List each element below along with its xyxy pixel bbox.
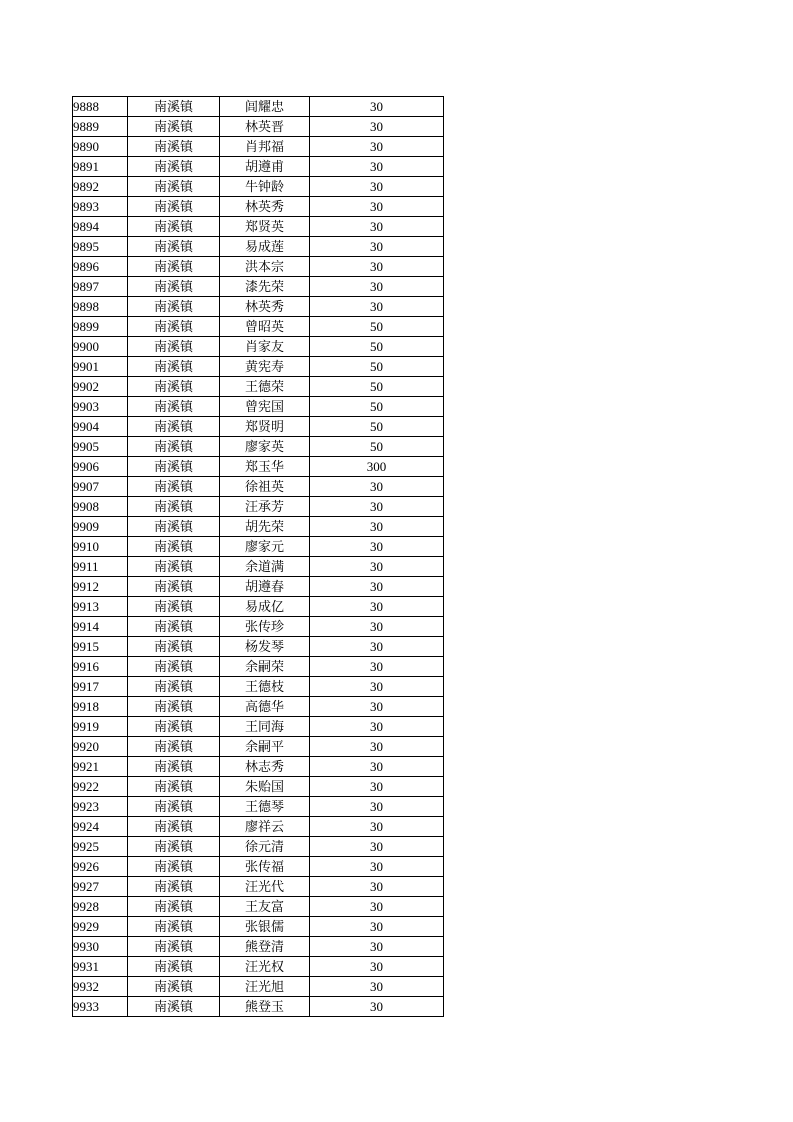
town-cell: 南溪镇	[128, 397, 220, 417]
row-number-cell: 9901	[73, 357, 128, 377]
row-number-cell: 9930	[73, 937, 128, 957]
person-name-cell: 张传珍	[220, 617, 310, 637]
row-number-cell: 9914	[73, 617, 128, 637]
row-number-cell: 9898	[73, 297, 128, 317]
amount-cell: 50	[310, 317, 444, 337]
amount-cell: 30	[310, 257, 444, 277]
person-name-cell: 廖家英	[220, 437, 310, 457]
table-row	[73, 297, 444, 317]
town-cell: 南溪镇	[128, 377, 220, 397]
person-name-cell: 林英晋	[220, 117, 310, 137]
person-name-cell: 肖家友	[220, 337, 310, 357]
table-row	[73, 757, 444, 777]
amount-cell: 50	[310, 377, 444, 397]
row-number-cell: 9889	[73, 117, 128, 137]
amount-cell: 30	[310, 697, 444, 717]
person-name-cell: 胡先荣	[220, 517, 310, 537]
person-name-cell: 熊登清	[220, 937, 310, 957]
table-row	[73, 257, 444, 277]
amount-cell: 30	[310, 957, 444, 977]
amount-cell: 30	[310, 157, 444, 177]
table-row	[73, 817, 444, 837]
row-number-cell: 9897	[73, 277, 128, 297]
row-number-cell: 9910	[73, 537, 128, 557]
town-cell: 南溪镇	[128, 637, 220, 657]
town-cell: 南溪镇	[128, 977, 220, 997]
row-number-cell: 9902	[73, 377, 128, 397]
town-cell: 南溪镇	[128, 517, 220, 537]
amount-cell: 50	[310, 337, 444, 357]
person-name-cell: 胡遵甫	[220, 157, 310, 177]
table-row	[73, 897, 444, 917]
person-name-cell: 张传福	[220, 857, 310, 877]
person-name-cell: 曾宪国	[220, 397, 310, 417]
amount-cell: 30	[310, 997, 444, 1017]
person-name-cell: 黄宪寿	[220, 357, 310, 377]
person-name-cell: 王同海	[220, 717, 310, 737]
row-number-cell: 9927	[73, 877, 128, 897]
town-cell: 南溪镇	[128, 697, 220, 717]
table-row	[73, 397, 444, 417]
row-number-cell: 9929	[73, 917, 128, 937]
row-number-cell: 9909	[73, 517, 128, 537]
person-name-cell: 徐祖英	[220, 477, 310, 497]
table-row	[73, 917, 444, 937]
town-cell: 南溪镇	[128, 957, 220, 977]
amount-cell: 30	[310, 657, 444, 677]
row-number-cell: 9919	[73, 717, 128, 737]
person-name-cell: 肖邦福	[220, 137, 310, 157]
person-name-cell: 汪承芳	[220, 497, 310, 517]
table-row	[73, 637, 444, 657]
row-number-cell: 9892	[73, 177, 128, 197]
table-row	[73, 597, 444, 617]
row-number-cell: 9931	[73, 957, 128, 977]
person-name-cell: 徐元清	[220, 837, 310, 857]
table-row	[73, 97, 444, 117]
town-cell: 南溪镇	[128, 417, 220, 437]
town-cell: 南溪镇	[128, 157, 220, 177]
table-row	[73, 377, 444, 397]
town-cell: 南溪镇	[128, 297, 220, 317]
table-body	[73, 97, 444, 1017]
row-number-cell: 9916	[73, 657, 128, 677]
amount-cell: 30	[310, 777, 444, 797]
person-name-cell: 王德荣	[220, 377, 310, 397]
row-number-cell: 9896	[73, 257, 128, 277]
row-number-cell: 9921	[73, 757, 128, 777]
town-cell: 南溪镇	[128, 97, 220, 117]
amount-cell: 50	[310, 417, 444, 437]
amount-cell: 30	[310, 897, 444, 917]
row-number-cell: 9895	[73, 237, 128, 257]
town-cell: 南溪镇	[128, 477, 220, 497]
person-name-cell: 朱贻国	[220, 777, 310, 797]
town-cell: 南溪镇	[128, 217, 220, 237]
row-number-cell: 9922	[73, 777, 128, 797]
table-row	[73, 137, 444, 157]
row-number-cell: 9903	[73, 397, 128, 417]
town-cell: 南溪镇	[128, 737, 220, 757]
amount-cell: 30	[310, 117, 444, 137]
table-row	[73, 857, 444, 877]
row-number-cell: 9928	[73, 897, 128, 917]
data-table	[72, 96, 444, 1017]
table-row	[73, 237, 444, 257]
town-cell: 南溪镇	[128, 197, 220, 217]
table-row	[73, 117, 444, 137]
table-row	[73, 617, 444, 637]
town-cell: 南溪镇	[128, 557, 220, 577]
person-name-cell: 林英秀	[220, 197, 310, 217]
table-row	[73, 557, 444, 577]
person-name-cell: 易成亿	[220, 597, 310, 617]
amount-cell: 30	[310, 197, 444, 217]
amount-cell: 30	[310, 637, 444, 657]
person-name-cell: 闾耀忠	[220, 97, 310, 117]
town-cell: 南溪镇	[128, 257, 220, 277]
table-row	[73, 217, 444, 237]
row-number-cell: 9933	[73, 997, 128, 1017]
amount-cell: 30	[310, 237, 444, 257]
amount-cell: 30	[310, 877, 444, 897]
amount-cell: 30	[310, 757, 444, 777]
amount-cell: 30	[310, 817, 444, 837]
town-cell: 南溪镇	[128, 277, 220, 297]
row-number-cell: 9920	[73, 737, 128, 757]
table-row	[73, 357, 444, 377]
amount-cell: 30	[310, 517, 444, 537]
row-number-cell: 9906	[73, 457, 128, 477]
row-number-cell: 9890	[73, 137, 128, 157]
amount-cell: 30	[310, 917, 444, 937]
town-cell: 南溪镇	[128, 677, 220, 697]
amount-cell: 30	[310, 557, 444, 577]
table-row	[73, 337, 444, 357]
person-name-cell: 牛钟龄	[220, 177, 310, 197]
table-row	[73, 477, 444, 497]
town-cell: 南溪镇	[128, 237, 220, 257]
town-cell: 南溪镇	[128, 717, 220, 737]
row-number-cell: 9925	[73, 837, 128, 857]
table-row	[73, 677, 444, 697]
town-cell: 南溪镇	[128, 437, 220, 457]
table-row	[73, 177, 444, 197]
person-name-cell: 张银儒	[220, 917, 310, 937]
amount-cell: 30	[310, 837, 444, 857]
amount-cell: 30	[310, 97, 444, 117]
town-cell: 南溪镇	[128, 937, 220, 957]
row-number-cell: 9888	[73, 97, 128, 117]
town-cell: 南溪镇	[128, 777, 220, 797]
table-row	[73, 417, 444, 437]
person-name-cell: 余嗣荣	[220, 657, 310, 677]
town-cell: 南溪镇	[128, 837, 220, 857]
person-name-cell: 汪光权	[220, 957, 310, 977]
person-name-cell: 易成莲	[220, 237, 310, 257]
town-cell: 南溪镇	[128, 877, 220, 897]
amount-cell: 30	[310, 277, 444, 297]
person-name-cell: 漆先荣	[220, 277, 310, 297]
row-number-cell: 9913	[73, 597, 128, 617]
table-row	[73, 457, 444, 477]
table-row	[73, 517, 444, 537]
row-number-cell: 9926	[73, 857, 128, 877]
table-row	[73, 837, 444, 857]
town-cell: 南溪镇	[128, 897, 220, 917]
person-name-cell: 王友富	[220, 897, 310, 917]
row-number-cell: 9932	[73, 977, 128, 997]
amount-cell: 30	[310, 177, 444, 197]
table-row	[73, 657, 444, 677]
town-cell: 南溪镇	[128, 577, 220, 597]
amount-cell: 50	[310, 397, 444, 417]
town-cell: 南溪镇	[128, 177, 220, 197]
table-row	[73, 937, 444, 957]
person-name-cell: 熊登玉	[220, 997, 310, 1017]
amount-cell: 30	[310, 937, 444, 957]
row-number-cell: 9904	[73, 417, 128, 437]
person-name-cell: 林志秀	[220, 757, 310, 777]
person-name-cell: 高德华	[220, 697, 310, 717]
person-name-cell: 廖家元	[220, 537, 310, 557]
person-name-cell: 洪本宗	[220, 257, 310, 277]
person-name-cell: 汪光旭	[220, 977, 310, 997]
row-number-cell: 9911	[73, 557, 128, 577]
town-cell: 南溪镇	[128, 797, 220, 817]
town-cell: 南溪镇	[128, 757, 220, 777]
table-row	[73, 197, 444, 217]
table-row	[73, 437, 444, 457]
amount-cell: 300	[310, 457, 444, 477]
amount-cell: 30	[310, 857, 444, 877]
row-number-cell: 9917	[73, 677, 128, 697]
town-cell: 南溪镇	[128, 817, 220, 837]
table-row	[73, 797, 444, 817]
amount-cell: 30	[310, 977, 444, 997]
person-name-cell: 曾昭英	[220, 317, 310, 337]
town-cell: 南溪镇	[128, 917, 220, 937]
amount-cell: 50	[310, 437, 444, 457]
town-cell: 南溪镇	[128, 657, 220, 677]
amount-cell: 30	[310, 617, 444, 637]
row-number-cell: 9900	[73, 337, 128, 357]
table-row	[73, 737, 444, 757]
amount-cell: 30	[310, 137, 444, 157]
amount-cell: 30	[310, 597, 444, 617]
town-cell: 南溪镇	[128, 357, 220, 377]
town-cell: 南溪镇	[128, 137, 220, 157]
person-name-cell: 郑贤英	[220, 217, 310, 237]
person-name-cell: 余道满	[220, 557, 310, 577]
table-row	[73, 577, 444, 597]
amount-cell: 50	[310, 357, 444, 377]
town-cell: 南溪镇	[128, 997, 220, 1017]
table-row	[73, 157, 444, 177]
row-number-cell: 9918	[73, 697, 128, 717]
amount-cell: 30	[310, 297, 444, 317]
person-name-cell: 杨发琴	[220, 637, 310, 657]
amount-cell: 30	[310, 577, 444, 597]
town-cell: 南溪镇	[128, 617, 220, 637]
amount-cell: 30	[310, 497, 444, 517]
town-cell: 南溪镇	[128, 857, 220, 877]
person-name-cell: 郑玉华	[220, 457, 310, 477]
town-cell: 南溪镇	[128, 537, 220, 557]
row-number-cell: 9912	[73, 577, 128, 597]
table-row	[73, 877, 444, 897]
table-row	[73, 497, 444, 517]
person-name-cell: 王德琴	[220, 797, 310, 817]
town-cell: 南溪镇	[128, 317, 220, 337]
town-cell: 南溪镇	[128, 337, 220, 357]
table-row	[73, 317, 444, 337]
row-number-cell: 9924	[73, 817, 128, 837]
person-name-cell: 王德枝	[220, 677, 310, 697]
amount-cell: 30	[310, 717, 444, 737]
person-name-cell: 余嗣平	[220, 737, 310, 757]
amount-cell: 30	[310, 217, 444, 237]
table-row	[73, 977, 444, 997]
table-row	[73, 717, 444, 737]
row-number-cell: 9905	[73, 437, 128, 457]
person-name-cell: 胡遵春	[220, 577, 310, 597]
table-row	[73, 697, 444, 717]
table-row	[73, 997, 444, 1017]
town-cell: 南溪镇	[128, 597, 220, 617]
town-cell: 南溪镇	[128, 497, 220, 517]
town-cell: 南溪镇	[128, 117, 220, 137]
table-row	[73, 777, 444, 797]
table-row	[73, 957, 444, 977]
amount-cell: 30	[310, 537, 444, 557]
row-number-cell: 9908	[73, 497, 128, 517]
person-name-cell: 廖祥云	[220, 817, 310, 837]
table-row	[73, 537, 444, 557]
person-name-cell: 汪光代	[220, 877, 310, 897]
row-number-cell: 9899	[73, 317, 128, 337]
row-number-cell: 9891	[73, 157, 128, 177]
row-number-cell: 9923	[73, 797, 128, 817]
row-number-cell: 9893	[73, 197, 128, 217]
town-cell: 南溪镇	[128, 457, 220, 477]
person-name-cell: 林英秀	[220, 297, 310, 317]
table-row	[73, 277, 444, 297]
row-number-cell: 9894	[73, 217, 128, 237]
amount-cell: 30	[310, 477, 444, 497]
person-name-cell: 郑贤明	[220, 417, 310, 437]
row-number-cell: 9907	[73, 477, 128, 497]
amount-cell: 30	[310, 797, 444, 817]
row-number-cell: 9915	[73, 637, 128, 657]
amount-cell: 30	[310, 677, 444, 697]
amount-cell: 30	[310, 737, 444, 757]
